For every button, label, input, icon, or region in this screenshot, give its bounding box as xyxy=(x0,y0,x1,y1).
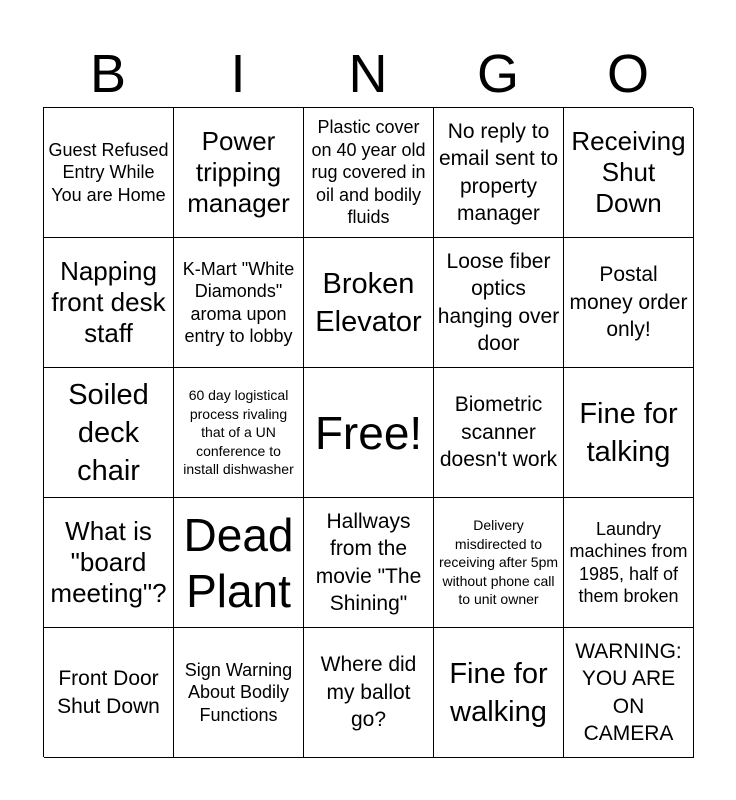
free-space-cell[interactable] xyxy=(304,368,434,498)
header-letter-o: O xyxy=(606,44,649,104)
cell-text: K-Mart "White Diamonds" aroma upon entry to lobby xyxy=(182,258,295,346)
cell-text: What is "board meeting"? xyxy=(50,516,167,608)
bingo-cell[interactable] xyxy=(564,368,694,498)
header-letter-i: I xyxy=(230,44,246,104)
bingo-cell[interactable] xyxy=(564,238,694,368)
cell-text: Sign Warning About Bodily Functions xyxy=(184,659,293,725)
cell-text: Dead Plant xyxy=(183,508,294,617)
cell-text: Laundry machines from 1985, half of them broken xyxy=(569,518,688,606)
cell-text: Napping front desk staff xyxy=(51,256,166,348)
cell-text: 60 day logistical process rivaling that of a UN conference to install dishwasher xyxy=(183,387,294,478)
cell-text: Receiving Shut Down xyxy=(571,126,686,218)
bingo-cell[interactable] xyxy=(174,368,304,498)
cell-text: Fine for walking xyxy=(449,657,548,728)
bingo-cell[interactable] xyxy=(304,628,434,758)
cell-text: No reply to email sent to property manager xyxy=(438,119,559,225)
header-letter-n: N xyxy=(348,44,388,104)
header-letter-g: G xyxy=(476,44,519,104)
cell-text: Power tripping manager xyxy=(187,126,290,218)
bingo-cell[interactable] xyxy=(434,368,564,498)
cell-text: Guest Refused Entry While You are Home xyxy=(48,139,169,205)
bingo-cell[interactable] xyxy=(44,628,174,758)
bingo-cell[interactable] xyxy=(174,238,304,368)
bingo-cell[interactable] xyxy=(564,628,694,758)
bingo-grid xyxy=(43,107,693,757)
bingo-cell[interactable] xyxy=(44,498,174,628)
cell-text: WARNING: YOU ARE ON CAMERA xyxy=(575,639,682,745)
cell-text: Broken Elevator xyxy=(315,267,422,338)
cell-text: Front Door Shut Down xyxy=(57,667,160,718)
bingo-cell[interactable] xyxy=(434,108,564,238)
cell-text: Free! xyxy=(314,406,423,459)
cell-text: Fine for talking xyxy=(579,397,678,468)
bingo-cell[interactable] xyxy=(434,628,564,758)
bingo-cell[interactable] xyxy=(564,108,694,238)
cell-text: Postal money order only! xyxy=(569,263,688,342)
bingo-cell[interactable] xyxy=(44,368,174,498)
bingo-cell[interactable] xyxy=(304,238,434,368)
bingo-cell[interactable] xyxy=(434,238,564,368)
cell-text: Where did my ballot go? xyxy=(320,653,417,732)
cell-text: Hallways from the movie "The Shining" xyxy=(315,509,422,615)
cell-text: Soiled deck chair xyxy=(68,378,149,487)
bingo-cell[interactable] xyxy=(564,498,694,628)
bingo-cell[interactable] xyxy=(174,108,304,238)
bingo-cell[interactable] xyxy=(304,498,434,628)
bingo-cell[interactable] xyxy=(304,108,434,238)
bingo-cell[interactable] xyxy=(44,238,174,368)
cell-text: Biometric scanner doesn't work xyxy=(439,393,558,472)
bingo-cell[interactable] xyxy=(174,498,304,628)
cell-text: Loose fiber optics hanging over door xyxy=(437,249,560,355)
bingo-cell[interactable] xyxy=(434,498,564,628)
cell-text: Plastic cover on 40 year old rug covered in oil and bodily fluids xyxy=(311,117,426,228)
bingo-cell[interactable] xyxy=(44,108,174,238)
cell-text: Delivery misdirected to receiving after 5pm without phone call to unit owner xyxy=(438,517,559,608)
bingo-header xyxy=(43,40,693,108)
bingo-cell[interactable] xyxy=(174,628,304,758)
header-letter-b: B xyxy=(89,44,127,104)
